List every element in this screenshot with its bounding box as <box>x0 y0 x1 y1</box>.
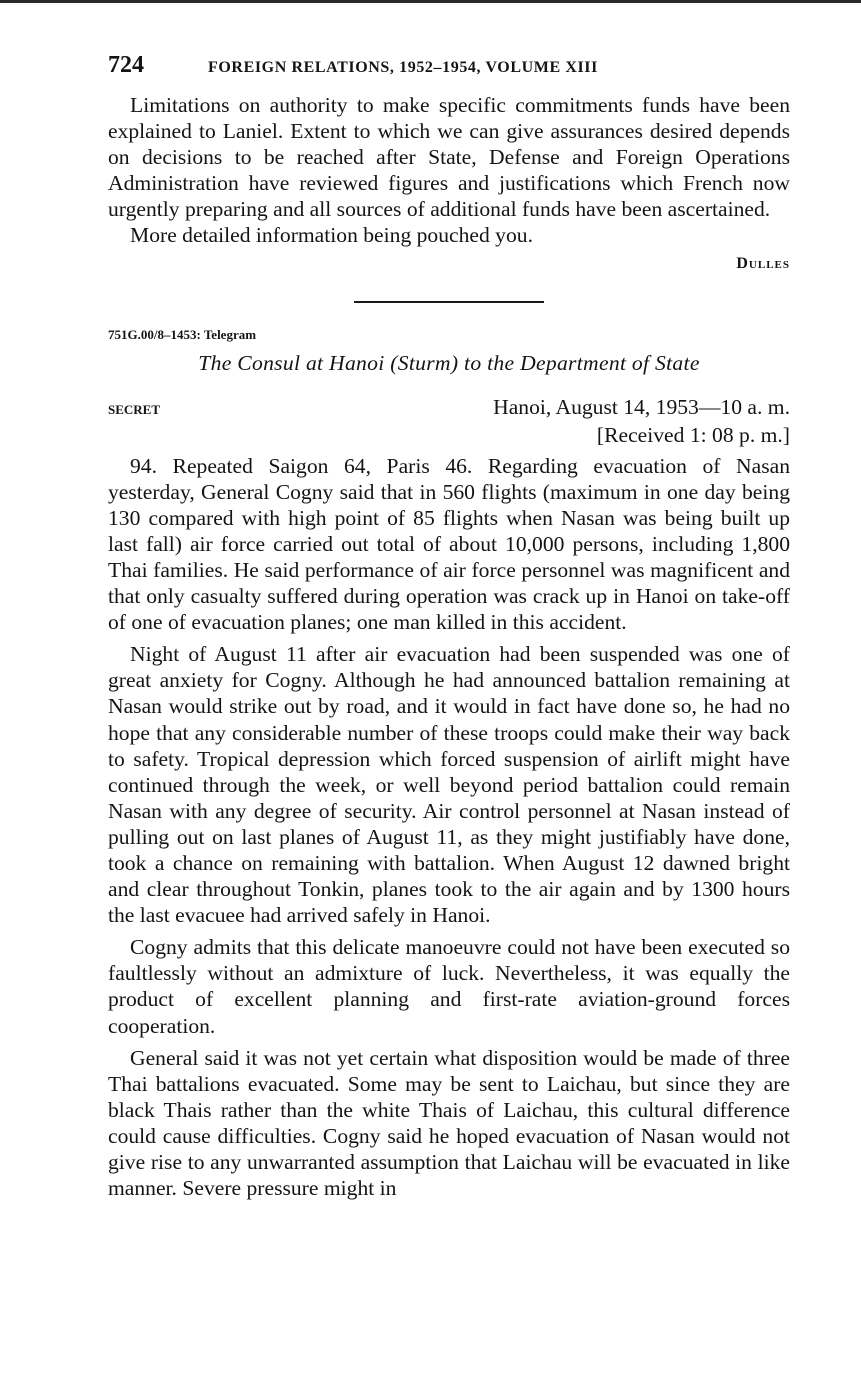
section-divider <box>354 301 544 303</box>
signature <box>108 255 790 283</box>
body-paragraph: 94. Repeated Saigon 64, Paris 46. Regarding evacuation of Nasan yesterday, General Cogny said that in 560 flights (maximum in one day being 130 compared with high point of 85 flights when Nasan was being built up last fall) air force carried out total of about 10,000 persons, including 1,800 Thai families. He said performance of air force personnel was magnificent and that only casualty suffered during operation was crack up in Hanoi on take-off of one of evacuation planes; one man killed in this accident. <box>108 453 790 635</box>
file-reference: 751G.00/8–1453: Telegram <box>108 326 257 342</box>
body-paragraph: Night of August 11 after air evacuation had been suspended was one of great anxiety for Cogny. Although he had announced battalion remaining at Nasan would strike out by road, and it would in fact have done so, he had no hope that any considerable number of these troops could make their way back to safety. Tropical depression which forced suspension of airlift might have continued through the week, or well beyond period battalion could remain Nasan with any degree of security. Air control personnel at Nasan instead of pulling out on last planes of August 11, as they might justifiably have done, took a chance on remaining with battalion. When August 12 dawned bright and clear throughout Tonkin, planes took to the air again and by 1300 hours the last evacuee had arrived safely in Hanoi. <box>108 642 790 928</box>
body-paragraph: Limitations on authority to make specific commitments funds have been explained to Laniel. Extent to which we can give assurances desired depends on decisions to be reached after State, Defense and Foreign Operations Administration have reviewed figures and justifications which French now urgently preparing and all sources of additional funds have been ascertained. <box>108 93 790 222</box>
body-paragraph: More detailed information being pouched you. <box>130 223 533 248</box>
received-line: [Received 1: 08 p. m.] <box>596 422 790 447</box>
dateline-row <box>108 395 790 423</box>
running-head: FOREIGN RELATIONS, 1952–1954, VOLUME XIII <box>208 59 598 76</box>
body-paragraph: Cogny admits that this delicate manoeuvre could not have been executed so faultlessly without an admixture of luck. Nevertheless, it was equally the product of excellent planning and first-rate aviation-ground forces cooperation. <box>108 935 790 1038</box>
body-paragraph: General said it was not yet certain what disposition would be made of three Thai battalions evacuated. Some may be sent to Laichau, but since they are black Thais rather than the white Thais of Laichau, this cultural difference could cause difficulties. Cogny said he hoped evacuation of Nasan would not give rise to any unwarranted assumption that Laichau will be evacuated in like manner. Severe pressure might in <box>108 1045 790 1201</box>
dateline: Hanoi, August 14, 1953—10 a. m. <box>493 394 790 419</box>
signature-text: Dulles <box>736 254 790 272</box>
classification-label: SECRET <box>108 401 161 417</box>
page-header <box>108 52 790 92</box>
page-number: 724 <box>108 52 144 78</box>
document-page <box>108 52 790 1201</box>
page-top-rule <box>0 0 861 3</box>
document-title: The Consul at Hanoi (Sturm) to the Department of State <box>198 350 700 375</box>
